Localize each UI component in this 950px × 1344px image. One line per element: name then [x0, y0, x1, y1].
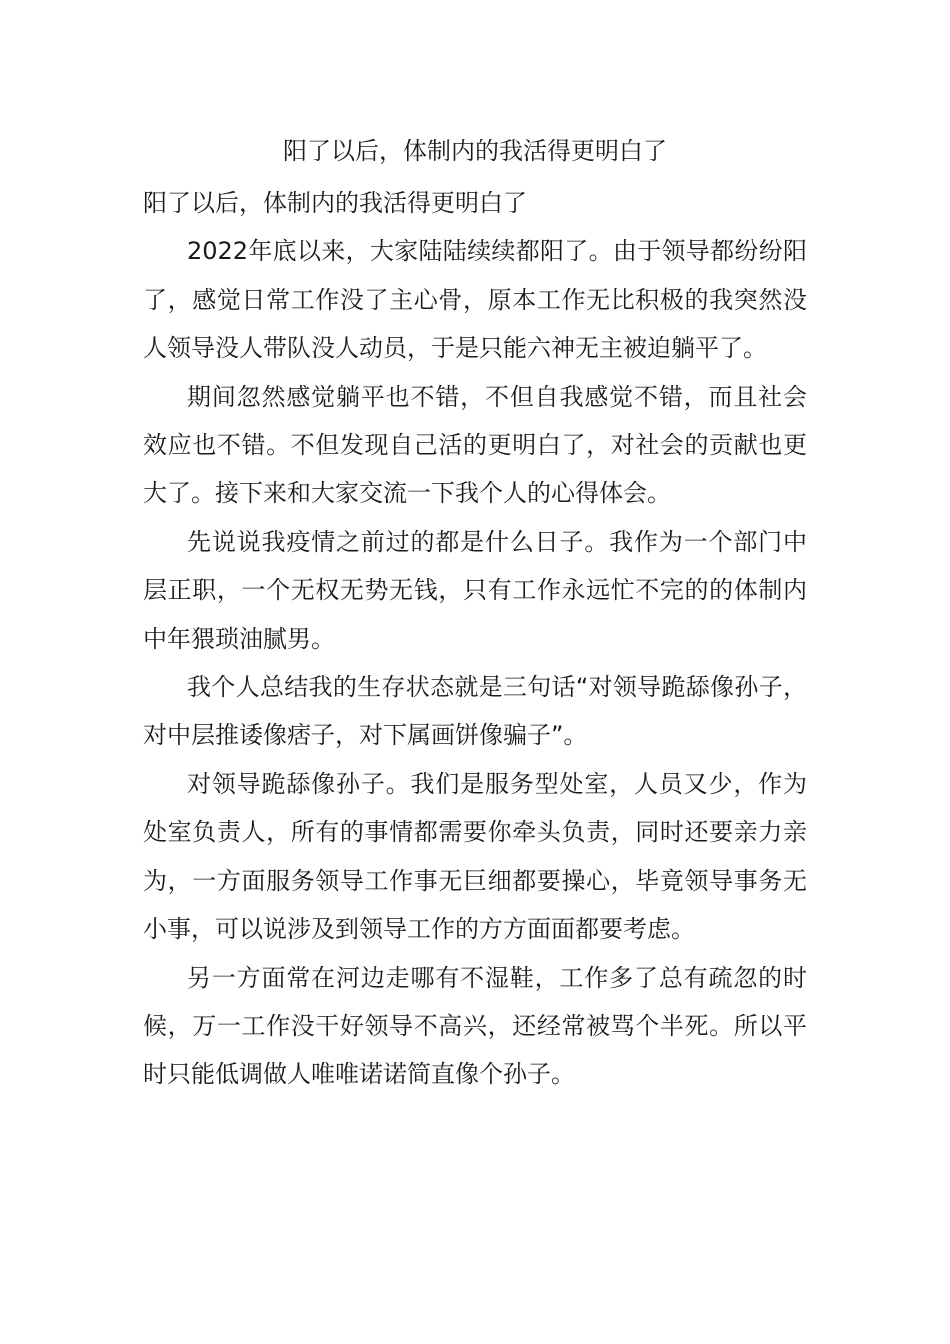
document-body	[143, 179, 807, 1099]
paragraph: 先说说我疫情之前过的都是什么日子。我作为一个部门中层正职，一个无权无势无钱，只有工作永远忙不完的的体制内中年猥琐油腻男。	[143, 527, 807, 653]
paragraph: 2022年底以来，大家陆陆续续都阳了。由于领导都纷纷阳了，感觉日常工作没了主心骨，原本工作无比积极的我突然没人领导没人带队没人动员，于是只能六神无主被迫躺平了。	[143, 237, 807, 363]
paragraph: 期间忽然感觉躺平也不错，不但自我感觉不错，而且社会效应也不错。不但发现自己活的更明白了，对社会的贡献也更大了。接下来和大家交流一下我个人的心得体会。	[143, 382, 807, 508]
paragraph: 我个人总结我的生存状态就是三句话“对领导跪舔像孙子，对中层推诿像痞子，对下属画饼像骗子”。	[143, 673, 807, 750]
document-title: 阳了以后，体制内的我活得更明白了	[283, 137, 667, 165]
paragraph: 对领导跪舔像孙子。我们是服务型处室，人员又少，作为处室负责人，所有的事情都需要你牵头负责，同时还要亲力亲为，一方面服务领导工作事无巨细都要操心，毕竟领导事务无小事，可以说涉及到领导工作的方方面面都要考虑。	[143, 769, 807, 944]
paragraph: 另一方面常在河边走哪有不湿鞋，工作多了总有疏忽的时候，万一工作没干好领导不高兴，还经常被骂个半死。所以平时只能低调做人唯唯诺诺简直像个孙子。	[143, 963, 807, 1089]
document-subtitle: 阳了以后，体制内的我活得更明白了	[143, 189, 527, 217]
